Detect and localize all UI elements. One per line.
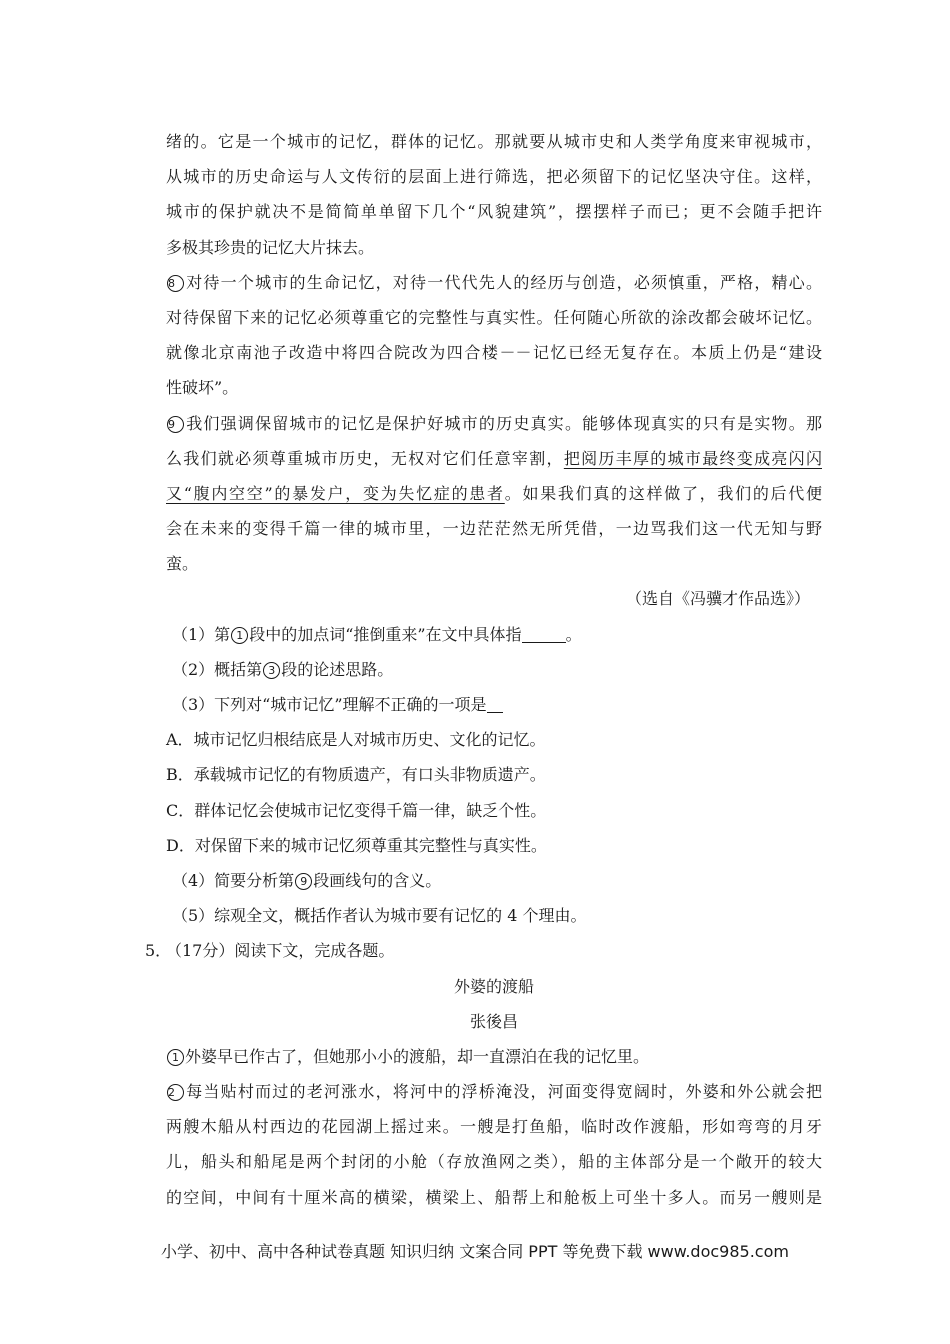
- paragraph-marker: 8: [167, 275, 184, 292]
- answer-blank[interactable]: [487, 692, 503, 713]
- section-5-paragraph-2-line: 2 每当贴村而过的老河涨水，将河中的浮桥淹没，河面变得宽阔时，外婆和外公就会把: [168, 1082, 822, 1102]
- section-5-header: 5． （17分）阅读下文，完成各题。: [166, 933, 822, 968]
- section-5-paragraph-2-line: 两艘木船从村西边的花园湖上摇过来。一艘是打鱼船，临时改作渡船，形如弯弯的月牙: [166, 1117, 822, 1137]
- paragraph-7-line: 绪的。它是一个城市的记忆，群体的记忆。那就要从城市史和人类学角度来审视城市，: [166, 132, 822, 151]
- paragraph-7-line: 城市的保护就决不是简简单单留下几个“风貌建筑”，摆摆样子而已；更不会随手把许: [166, 202, 822, 222]
- paragraph-8-line: 就像北京南池子改造中将四合院改为四合楼－－记忆已经无复存在。本质上仍是“建设: [166, 343, 822, 363]
- paragraph-9-line: 会在未来的变得千篇一律的城市里，一边茫茫然无所凭借，一边骂我们这一代无知与野: [166, 519, 822, 539]
- answer-blank[interactable]: [522, 622, 566, 643]
- question-5: （5）综观全文，概括作者认为城市要有记忆的 4 个理由。: [172, 906, 587, 926]
- section-5-paragraph-1: 1 外婆早已作古了，但她那小小的渡船，却一直漂泊在我的记忆里。: [166, 1039, 822, 1074]
- paragraph-8-line: 性破坏”。: [166, 378, 239, 398]
- article-body: [145, 124, 822, 1215]
- paragraph-marker: 1: [167, 1049, 184, 1066]
- paragraph-8-line: 8 对待一个城市的生命记忆，对待一代代先人的经历与创造，必须慎重，严格，精心。: [168, 272, 822, 292]
- paragraph-marker: 9: [295, 873, 312, 890]
- paragraph-9-line: 蛮。: [166, 554, 199, 574]
- article-author: 张後昌: [469, 1011, 518, 1031]
- paragraph-9-line: 么我们就必须尊重城市历史，无权对它们任意宰割，把阅历丰厚的城市最终变成亮闪闪: [166, 448, 822, 468]
- option-b: B．承载城市记忆的有物质遗产，有口头非物质遗产。: [166, 765, 546, 785]
- question-2: （2）概括第 3 段的论述思路。: [172, 659, 394, 679]
- section-5-paragraph-2-line: 的空间，中间有十厘米高的横梁，横梁上、船帮上和舱板上可坐十多人。而另一艘则是: [166, 1187, 822, 1207]
- paragraph-marker: 3: [263, 662, 280, 679]
- section-number: 5．: [145, 941, 172, 961]
- option-a: A．城市记忆归根结底是人对城市历史、文化的记忆。: [166, 730, 546, 750]
- underlined-sentence: 又“腹内空空”的暴发户，变为失忆症的患者: [166, 483, 505, 503]
- page-footer: 小学、初中、高中各种试卷真题 知识归纳 文案合同 PPT 等免费下载 www.doc985.com: [161, 1242, 789, 1261]
- question-4: （4）简要分析第 9 段画线句的含义。: [172, 870, 442, 890]
- paragraph-7-line: 多极其珍贵的记忆大片抹去。: [166, 237, 375, 257]
- section-5-paragraph-2-line: 儿，船头和船尾是两个封闭的小舱（存放渔网之类），船的主体部分是一个敞开的较大: [166, 1152, 822, 1172]
- underlined-sentence: 把阅历丰厚的城市最终变成亮闪闪: [563, 448, 822, 468]
- paragraph-9-line: 9 我们强调保留城市的记忆是保护好城市的历史真实。能够体现真实的只有是实物。那: [168, 413, 822, 433]
- article-title: 外婆的渡船: [453, 976, 534, 996]
- paragraph-8-line: 对待保留下来的记忆必须尊重它的完整性与真实性。任何随心所欲的涂改都会破坏记忆。: [166, 307, 822, 327]
- paragraph-marker: 9: [167, 416, 184, 433]
- option-d: D．对保留下来的城市记忆须尊重其完整性与真实性。: [166, 835, 547, 855]
- option-c: C．群体记忆会使城市记忆变得千篇一律，缺乏个性。: [166, 800, 547, 820]
- source-citation: （选自《冯骥才作品选》）: [625, 589, 810, 609]
- question-1: （1）第 1 段中的加点词“推倒重来”在文中具体指 。: [166, 617, 822, 652]
- paragraph-marker: 1: [231, 627, 248, 644]
- paragraph-9-line: 又“腹内空空”的暴发户，变为失忆症的患者。如果我们真的这样做了，我们的后代便: [166, 483, 822, 503]
- paragraph-marker: 2: [167, 1084, 184, 1101]
- question-3: （3）下列对“城市记忆”理解不正确的一项是: [166, 687, 822, 722]
- paragraph-7-line: 从城市的历史命运与人文传衍的层面上进行筛选，把必须留下的记忆坚决守住。这样，: [166, 167, 822, 187]
